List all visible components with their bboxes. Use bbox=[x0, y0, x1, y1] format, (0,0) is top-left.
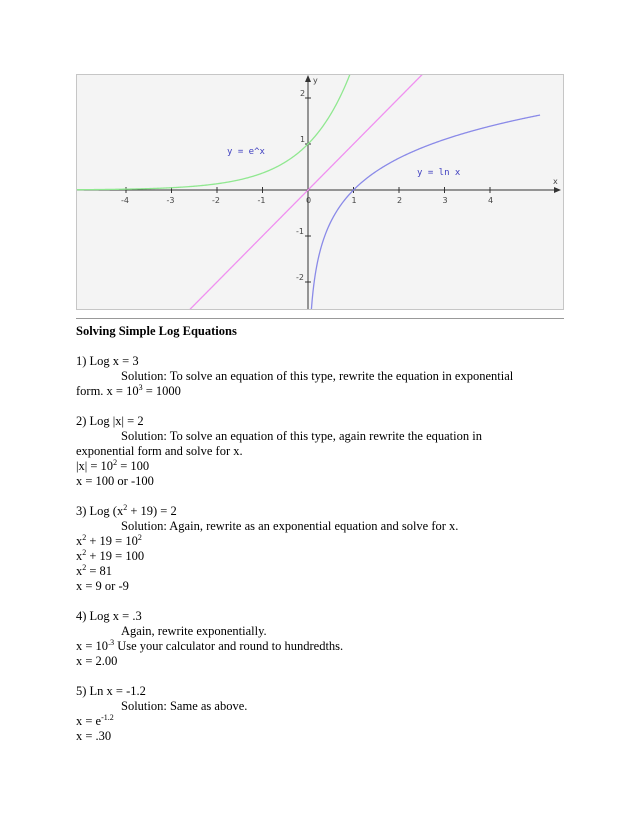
x-tick-label: -2 bbox=[212, 196, 220, 205]
y-tick-label: -1 bbox=[296, 227, 304, 236]
problem-3-heading: 3) Log $(x^2 + 19) = 2$ bbox=[76, 502, 177, 518]
problem-4-solution: Again, rewrite exponentially. bbox=[121, 624, 267, 638]
problem-2-step-1: $|x| = 10^2 = 100$ bbox=[76, 457, 150, 473]
problem-2-answer: x = 100 or -100 bbox=[76, 474, 154, 488]
x-tick-label: 4 bbox=[488, 196, 494, 205]
x-tick-label: 3 bbox=[442, 196, 448, 205]
problem-4-heading: 4) Log x = .3 bbox=[76, 609, 142, 623]
x-tick-label: 1 bbox=[351, 196, 357, 205]
y-tick-label: 2 bbox=[300, 89, 306, 98]
exp-curve-label: y = e^x bbox=[227, 147, 265, 157]
ln-curve-label: y = ln x bbox=[417, 168, 461, 178]
x-axis-arrow bbox=[554, 187, 561, 193]
problem-2-heading: 2) Log |x| = 2 bbox=[76, 414, 144, 428]
problem-3-step-2: $x^2 + 19 = 100$ bbox=[76, 547, 145, 563]
problem-1-solution: Solution: To solve an equation of this type, rewrite the equation in exponential bbox=[121, 369, 514, 383]
problem-3-solution: Solution: Again, rewrite as an exponential equation and solve for x. bbox=[121, 519, 459, 533]
problem-3-answer: x = 9 or -9 bbox=[76, 579, 129, 593]
problem-5-solution: Solution: Same as above. bbox=[121, 699, 248, 713]
problem-3-step-3: $x^2 = 81$ bbox=[76, 562, 113, 578]
problem-5 bbox=[76, 684, 564, 744]
x-tick-label: 0 bbox=[306, 196, 312, 205]
ln-curve bbox=[311, 115, 540, 309]
problem-3-step-1: $x^2 + 19 = 10^2$ bbox=[76, 532, 142, 548]
problem-4-answer: x = 2.00 bbox=[76, 654, 118, 668]
problem-2 bbox=[76, 414, 564, 489]
document-title: Solving Simple Log Equations bbox=[76, 324, 237, 338]
x-tick-label: -1 bbox=[257, 196, 266, 205]
y-tick-label: 1 bbox=[300, 135, 306, 144]
problem-3 bbox=[76, 504, 564, 594]
problem-2-continuation: exponential form and solve for x. bbox=[76, 444, 243, 458]
problem-4 bbox=[76, 609, 564, 669]
problem-4-step-1: $x = 10^{.3}$ Use your calculator and round to hundredths. bbox=[76, 637, 344, 653]
y-axis-label: y bbox=[313, 76, 318, 85]
exp-curve bbox=[77, 75, 353, 190]
x-tick-label: -4 bbox=[121, 196, 129, 205]
x-axis-label: x bbox=[553, 177, 558, 186]
document-body bbox=[76, 318, 564, 744]
problem-5-step-1: $x = e^{-1.2}$ bbox=[76, 712, 114, 728]
x-tick-label: 2 bbox=[397, 196, 403, 205]
function-graph bbox=[76, 74, 564, 310]
problem-5-answer: x = .30 bbox=[76, 729, 112, 743]
y-tick-label: -2 bbox=[296, 273, 304, 282]
y-axis-arrow bbox=[305, 75, 311, 82]
problem-5-heading: 5) Ln x = -1.2 bbox=[76, 684, 146, 698]
problem-2-solution: Solution: To solve an equation of this type, again rewrite the equation in bbox=[121, 429, 482, 443]
problem-1-heading: 1) Log x = 3 bbox=[76, 354, 139, 368]
problem-1 bbox=[76, 354, 564, 399]
x-tick-label: -3 bbox=[166, 196, 175, 205]
graph-svg bbox=[77, 75, 563, 309]
problem-1-continuation: form. $x = 10^3 = 1000$ bbox=[76, 382, 181, 398]
